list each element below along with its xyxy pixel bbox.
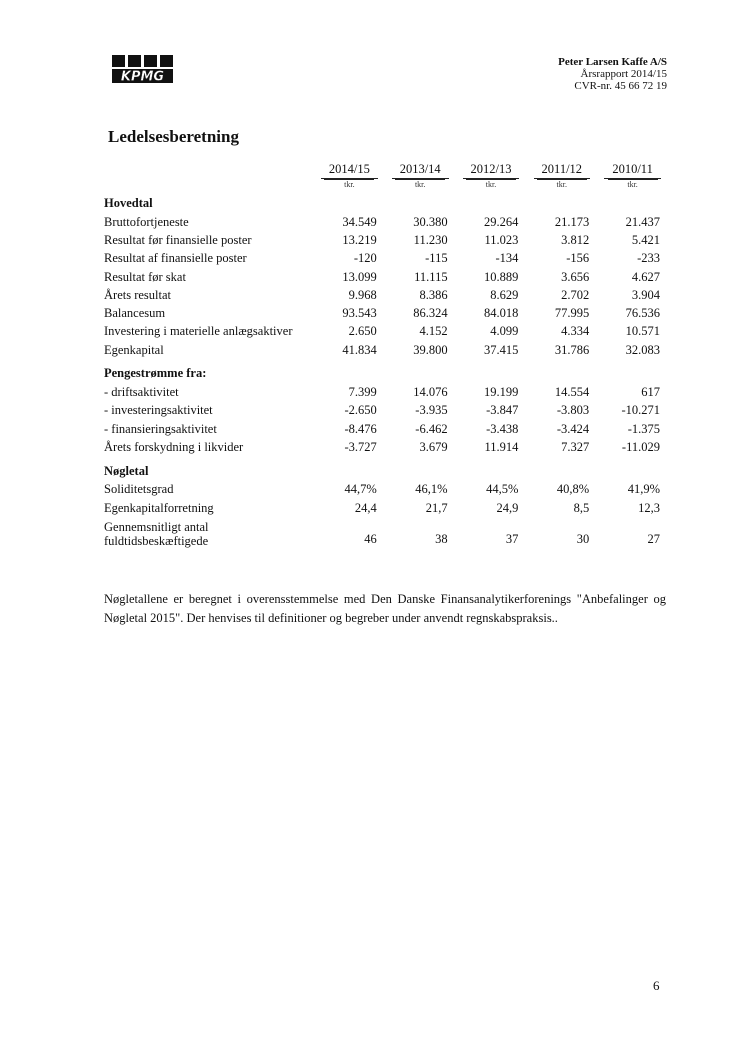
table-row — [104, 420, 668, 438]
row-value: 2.702 — [561, 287, 590, 302]
table-row — [104, 383, 668, 401]
unit-row — [104, 179, 668, 189]
row-value: 30.380 — [413, 214, 448, 229]
unit-label: tkr. — [385, 179, 456, 189]
row-value: 44,5% — [486, 482, 519, 497]
year-header: 2012/13 — [456, 162, 527, 179]
row-value: 3.812 — [561, 232, 590, 247]
row-value: 617 — [641, 385, 660, 400]
row-value: 77.995 — [554, 306, 590, 321]
row-value: -3.424 — [556, 421, 590, 436]
row-value: 38 — [435, 532, 448, 547]
row-value: 37 — [505, 532, 519, 547]
row-value: 46,1% — [415, 482, 448, 497]
row-value: 12,3 — [638, 500, 660, 515]
table-row — [104, 517, 668, 548]
row-value: 4.152 — [419, 324, 448, 339]
kpmg-logo — [112, 55, 174, 83]
year-header: 2010/11 — [597, 162, 668, 179]
row-value: -115 — [425, 251, 448, 266]
row-value: -11.029 — [621, 439, 660, 454]
row-value: 40,8% — [556, 482, 590, 497]
year-header: 2014/15 — [314, 162, 385, 179]
row-value: -3.935 — [415, 403, 448, 418]
row-value: 13.219 — [342, 232, 377, 247]
table-row — [104, 268, 668, 286]
report-name: Årsrapport 2014/15 — [580, 68, 667, 80]
row-value: -3.847 — [486, 403, 519, 418]
page-number: 6 — [653, 978, 660, 993]
year-header-row — [104, 162, 668, 179]
year-header: 2013/14 — [385, 162, 456, 179]
row-value: 19.199 — [484, 385, 519, 400]
table-row — [104, 250, 668, 268]
row-value: 30 — [576, 532, 590, 547]
table-row — [104, 481, 668, 499]
table-row — [104, 438, 668, 456]
row-value: 29.264 — [484, 214, 519, 229]
row-value: 10.571 — [625, 324, 660, 339]
cvr-number: CVR-nr. 45 66 72 19 — [574, 80, 667, 92]
row-value: -233 — [637, 251, 660, 266]
financial-highlights-table — [104, 162, 668, 548]
row-value: 39.800 — [413, 342, 448, 357]
table-body — [104, 189, 668, 548]
section-title: Hovedtal — [104, 196, 153, 210]
row-value: 3.904 — [631, 287, 660, 302]
row-value: 8,5 — [573, 500, 590, 515]
section-header-row — [104, 457, 668, 481]
section-header-row — [104, 189, 668, 213]
row-label: Årets forskydning i likvider — [104, 439, 244, 454]
year-header: 2011/12 — [526, 162, 597, 179]
row-value: 24,4 — [354, 500, 377, 515]
section-header-row — [104, 359, 668, 383]
unit-label: tkr. — [456, 179, 527, 189]
row-value: 76.536 — [625, 306, 660, 321]
row-value: 9.968 — [348, 287, 377, 302]
table-row — [104, 286, 668, 304]
row-value: -10.271 — [621, 403, 660, 418]
row-value: -1.375 — [627, 421, 660, 436]
row-value: 5.421 — [631, 232, 660, 247]
row-value: 32.083 — [625, 342, 660, 357]
row-value: 86.324 — [413, 306, 448, 321]
row-value: 4.334 — [561, 324, 590, 339]
row-value: 4.627 — [631, 269, 660, 284]
section-title: Pengestrømme fra: — [104, 366, 207, 381]
row-value: 8.386 — [419, 287, 448, 302]
row-value: -156 — [566, 251, 590, 266]
table-row — [104, 213, 668, 231]
row-value: 21.437 — [625, 214, 660, 229]
company-header — [558, 56, 667, 92]
row-value: -2.650 — [344, 403, 377, 418]
row-label: Resultat af finansielle poster — [104, 251, 247, 266]
row-value: 11.023 — [484, 232, 519, 247]
row-value: 11.115 — [414, 269, 448, 284]
row-label: Egenkapital — [104, 342, 164, 357]
row-value: -134 — [495, 251, 519, 266]
row-value: -3.727 — [344, 439, 377, 454]
table-row — [104, 304, 668, 322]
row-value: 2.650 — [348, 324, 377, 339]
row-value: 41,9% — [627, 482, 660, 497]
row-value: 10.889 — [484, 269, 519, 284]
row-value: -120 — [353, 251, 377, 266]
row-value: 34.549 — [342, 214, 377, 229]
row-label: Årets resultat — [104, 287, 171, 302]
row-label: - finansieringsaktivitet — [104, 421, 217, 436]
row-value: 27 — [647, 532, 660, 547]
row-value: 31.786 — [554, 342, 590, 357]
table-row — [104, 402, 668, 420]
row-value: 46 — [364, 532, 377, 547]
row-label: Bruttofortjeneste — [104, 214, 189, 229]
unit-label: tkr. — [526, 179, 597, 189]
row-value: 7.327 — [561, 439, 590, 454]
table-row — [104, 341, 668, 359]
row-label: Egenkapitalforretning — [104, 500, 214, 515]
unit-label: tkr. — [314, 179, 385, 189]
table-row — [104, 231, 668, 249]
row-value: 44,7% — [344, 482, 377, 497]
table-row — [104, 499, 668, 517]
row-label: Balancesum — [104, 306, 166, 321]
row-label: Soliditetsgrad — [104, 482, 174, 497]
logo-text: KPMG — [120, 69, 165, 83]
row-value: 7.399 — [348, 385, 377, 400]
row-label: Resultat før skat — [104, 269, 186, 284]
row-value: 24,9 — [496, 500, 519, 515]
row-value: 11.914 — [484, 439, 519, 454]
row-value: 41.834 — [342, 342, 377, 357]
row-value: 11.230 — [413, 232, 448, 247]
row-label: - driftsaktivitet — [104, 385, 179, 400]
row-value: -3.803 — [556, 403, 590, 418]
page-title: Ledelsesberetning — [108, 127, 239, 146]
row-value: 14.076 — [413, 385, 448, 400]
row-label: - investeringsaktivitet — [104, 403, 213, 418]
row-value: 4.099 — [490, 324, 519, 339]
row-value: 3.679 — [419, 439, 448, 454]
row-label: Gennemsnitligt antal fuldtidsbeskæftigede — [104, 520, 209, 549]
row-value: 13.099 — [342, 269, 377, 284]
row-label: Resultat før finansielle poster — [104, 232, 252, 247]
row-value: 21,7 — [425, 500, 448, 515]
key-figures-note: Nøgletallene er beregnet i overensstemmelse med Den Danske Finansanalytikerforenings "Anbefalinger og Nøgletal 2015". Der henvises til definitioner og begreber under anvendt regnskabspraksis.. — [104, 592, 666, 625]
row-value: 3.656 — [561, 269, 590, 284]
company-name: Peter Larsen Kaffe A/S — [558, 56, 667, 68]
table-row — [104, 323, 668, 341]
row-value: 84.018 — [484, 306, 519, 321]
row-value: 93.543 — [342, 306, 377, 321]
unit-label: tkr. — [597, 179, 668, 189]
section-title: Nøgletal — [104, 463, 149, 478]
row-label: Investering i materielle anlægsaktiver — [104, 324, 293, 339]
row-value: 37.415 — [484, 342, 519, 357]
row-value: 21.173 — [554, 214, 590, 229]
row-value: -8.476 — [344, 421, 377, 436]
row-value: 14.554 — [554, 385, 590, 400]
row-value: 8.629 — [490, 287, 519, 302]
row-value: -3.438 — [486, 421, 519, 436]
row-value: -6.462 — [415, 421, 448, 436]
